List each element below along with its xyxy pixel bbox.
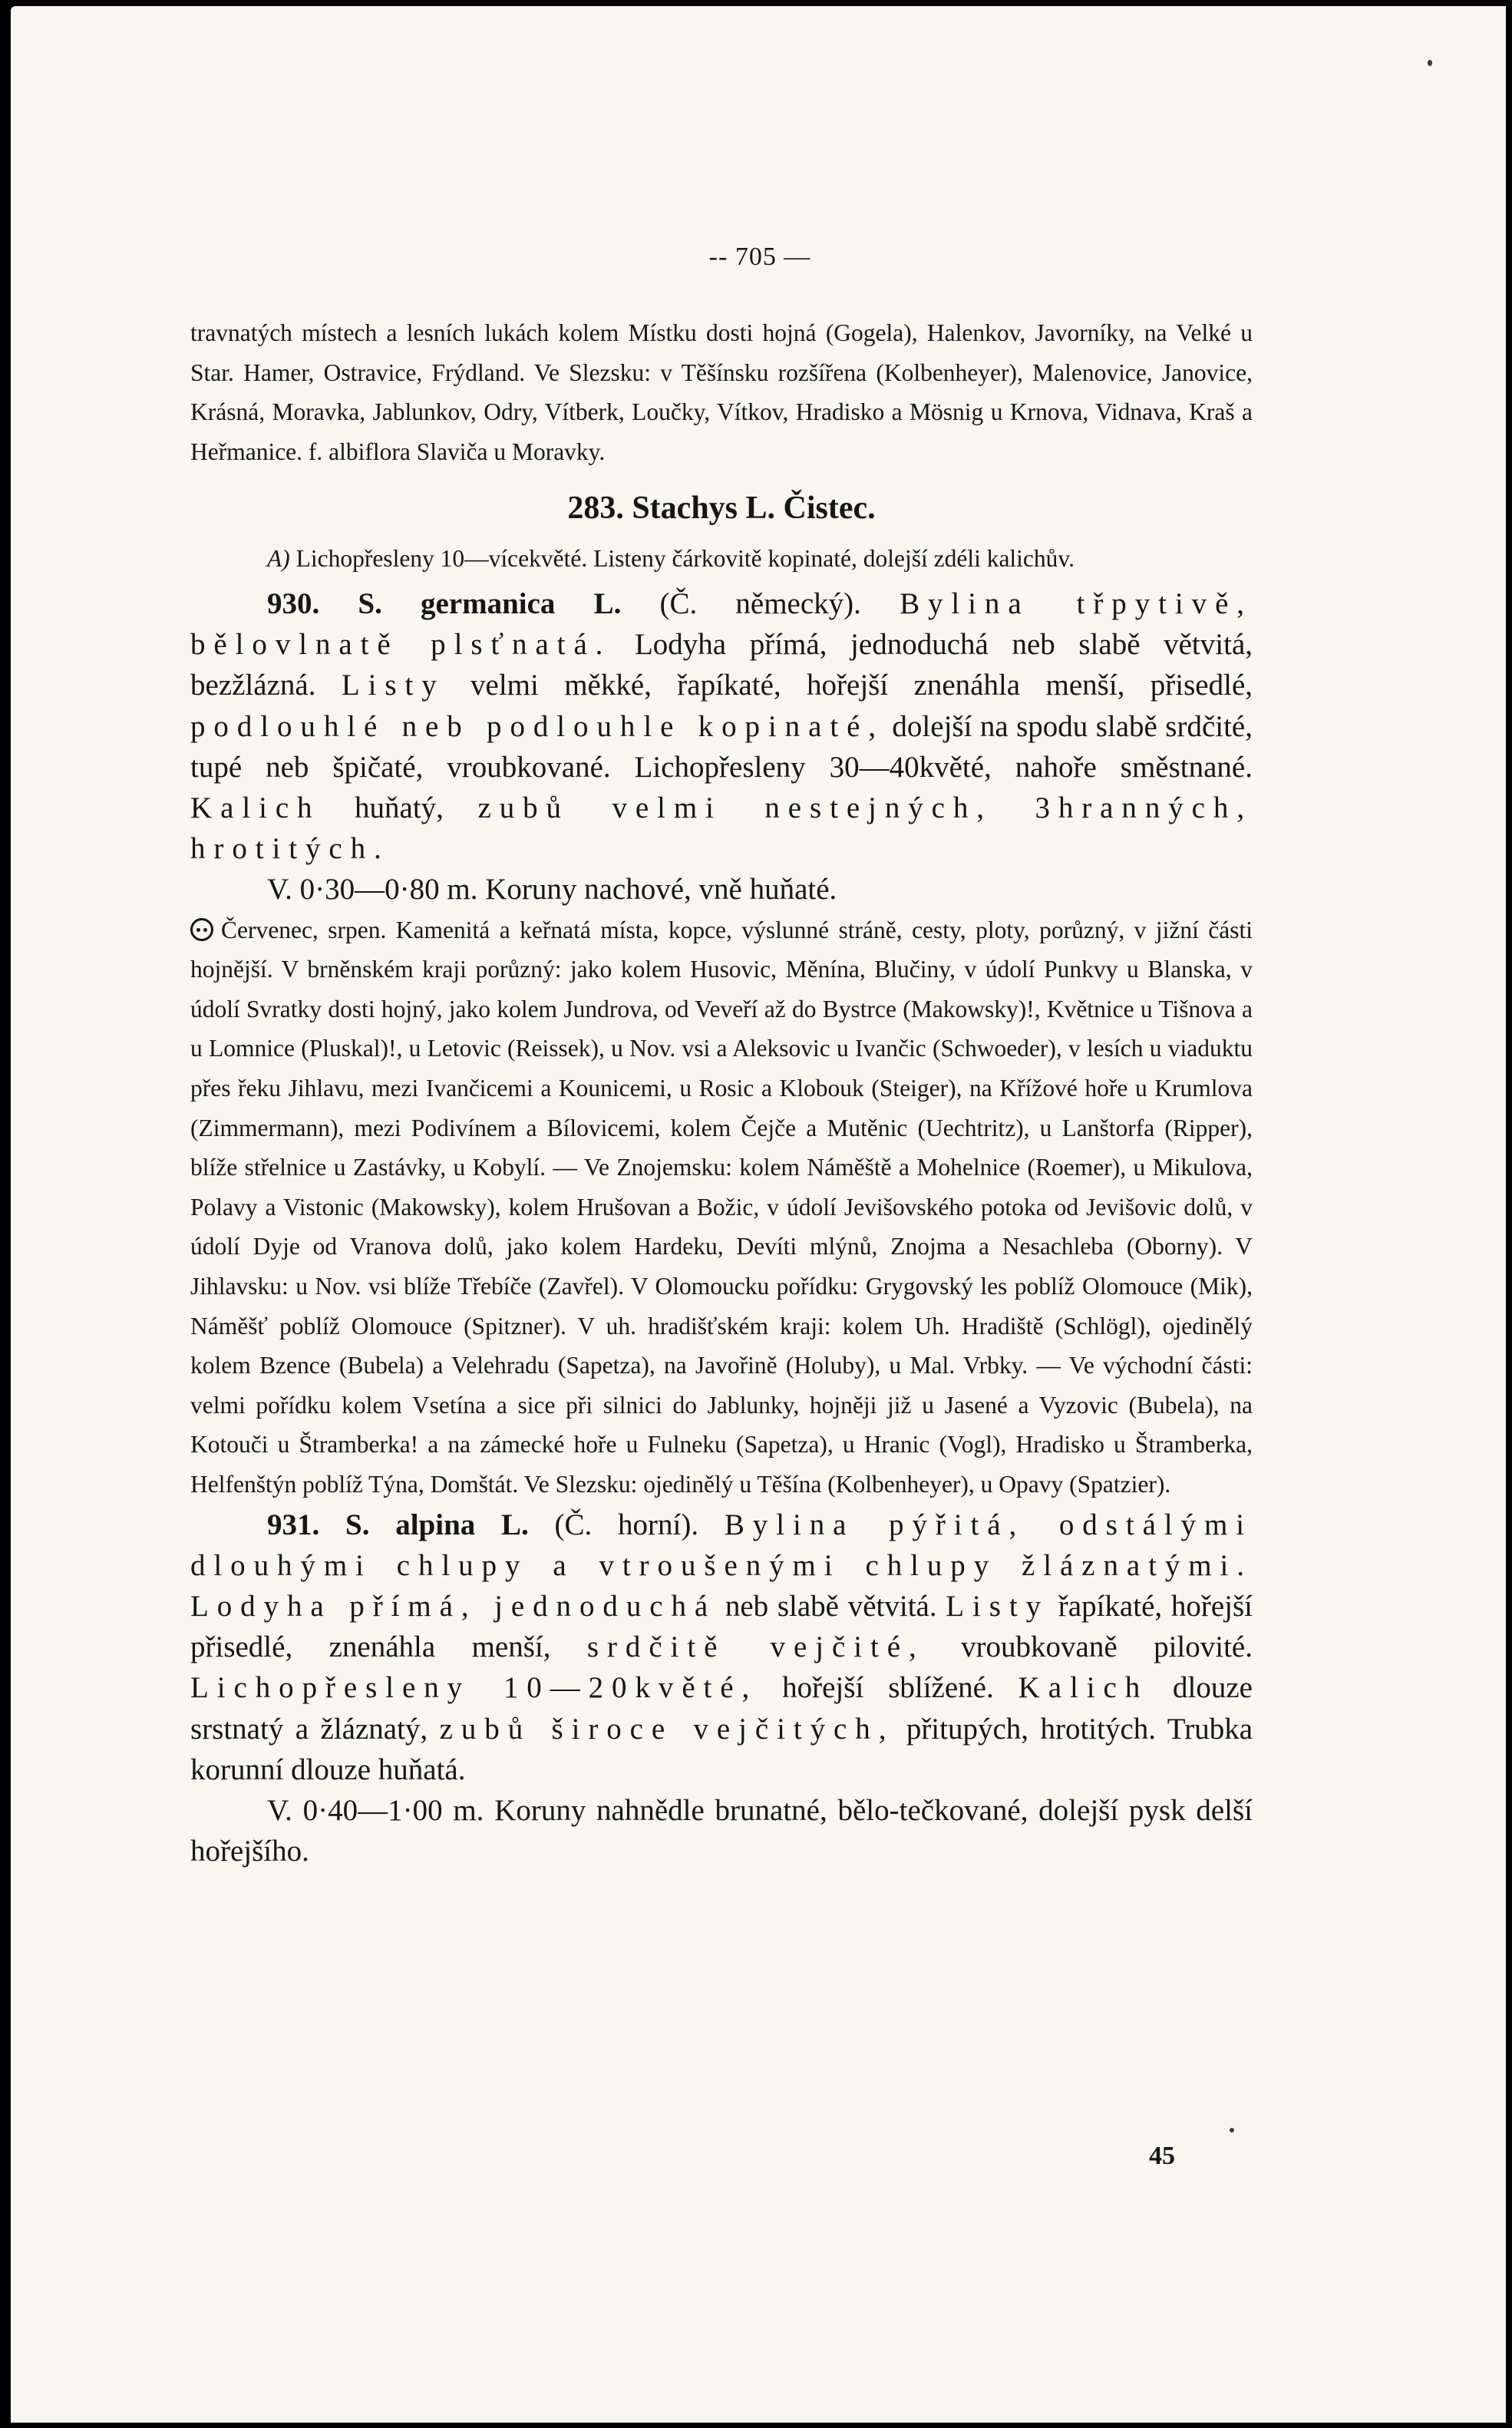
- species-930-spaced-2: Listy: [341, 669, 445, 702]
- species-931-spaced-3: srdčitě vejčité,: [586, 1630, 925, 1664]
- species-930-text-1: Lodyha přímá, jednoduchá neb slabě větvitá, bezžlázná.: [190, 628, 1253, 702]
- species-931-heading: 931. S. alpina L.: [267, 1508, 529, 1541]
- species-930-spaced-1: Bylina třpytivě, bělovlnatě plsťnatá.: [190, 586, 1253, 662]
- species-931-spaced-4: Lichopřesleny 10—20květé,: [190, 1671, 758, 1705]
- species-931-text-6: přitupých, hrotitých. Trubka korunní dlouze huňatá.: [190, 1712, 1253, 1786]
- species-930-distribution-text: Červenec, srpen. Kamenitá a keřnatá místa, kopce, výslunné stráně, cesty, ploty, porůzný, v jižní části hojnější. V brněnském kraji porůzný: jako kolem Husovic, Měnína, Blučiny, v údolí Punkvy u Blanska, v údolí Svratky dosti hojný, jako kolem Jundrova, od Veveří až do Bystrce (Makowsky)!, Květnice u Tišnova a u Lomnice (Pluskal)!, u Letovic (Reissek), u Nov. vsi a Aleksovic u Ivančic (Schwoeder), v lesích u viaduktu přes řeku Jihlavu, mezi Ivančicemi a Kounicemi, u Rosic a Klobouk (Steiger), na Křížové hoře u Krumlova (Zimmermann), mezi Podivínem a Bílovicemi, kolem Čejče a Mutěnic (Uechtritz), u Lanštorfa (Ripper), blíže střelnice u Zastávky, u Kobylí. — Ve Znojemsku: kolem Náměště a Mohelnice (Roemer), u Mikulova, Polavy a Vistonic (Makowsky), kolem Hrušovan a Božic, v údolí Jevišovského potoka od Jevišovic dolů, v údolí Dyje od Vranova dolů, jako kolem Hardeku, Devíti mlýnů, Znojma a Nesachleba (Oborny). V Jihlavsku: u Nov. vsi blíže Třebíče (Zavřel). V Olomoucku pořídku: Grygovský les poblíž Olomouce (Mik), Náměšť poblíž Olomouce (Spitzner). V uh. hradišťském kraji: kolem Uh. Hradiště (Schlögl), ojedinělý kolem Bzence (Bubela) a Velehradu (Sapetza), na Javořině (Holuby), u Mal. Vrbky. — Ve východní části: velmi pořídku kolem Vsetína a sice při silnici do Jablunky, hojněji již u Jasené a Vyzovic (Bubela), na Kotouči u Štramberka! a na zámecké hoře u Fulneku (Sapetza), u Hranic (Vogl), Hradisko u Štramberka, Helfenštýn poblíž Týna, Domštát. Ve Slezsku: ojedinělý u Těšína (Kolbenheyer), u Opavy (Spatzier).: [190, 916, 1253, 1498]
- species-931-spaced-5: Kalich: [1018, 1671, 1149, 1705]
- genus-heading: 283. Stachys L. Čistec.: [567, 491, 876, 527]
- species-930-size: V. 0·30—0·80 m. Koruny nachové, vně huňaté.: [267, 873, 837, 907]
- species-931-text-4: hořejší sblížené.: [758, 1671, 1018, 1705]
- species-930-distribution: [190, 910, 1253, 1505]
- key-text: Lichopřesleny 10—vícekvěté. Listeny čárkovitě kopinaté, dolejší zdéli kalichův.: [289, 545, 1075, 573]
- species-930-spaced-5: zubů velmi nestejných, 3hranných, hrotitých.: [190, 791, 1253, 866]
- species-931-size: V. 0·40—1·00 m. Koruny nahnědle brunatné, bělo-tečkované, dolejší pysk delší hořejšího.: [190, 1793, 1253, 1868]
- scan-speck: [1428, 60, 1432, 66]
- species-931-text-2: řapíkaté, hořejší přisedlé, znenáhla menší,: [190, 1589, 1253, 1664]
- perennial-symbol-icon: [190, 918, 213, 941]
- species-930-czech-name: (Č. německý).: [621, 586, 900, 620]
- page-body: [190, 313, 1253, 1871]
- key-paragraph: [190, 539, 1253, 579]
- species-931-text-1: neb slabě větvitá.: [716, 1589, 946, 1623]
- species-930-spaced-3: podlouhlé neb podlouhle kopinaté,: [190, 709, 884, 743]
- signature-mark: 45: [1149, 2142, 1175, 2170]
- species-930-text-4: huňatý,: [320, 791, 478, 824]
- species-930-description: [190, 583, 1253, 869]
- species-931-spaced-1: Bylina pýřitá, odstálými dlouhými chlupy a vtroušenými chlupy žláznatými. Lodyha přímá, jednoduchá: [190, 1508, 1253, 1623]
- continuation-paragraph: travnatých místech a lesních lukách kolem Místku dosti hojná (Gogela), Halenkov, Javorníky, na Velké u Star. Hamer, Ostravice, Frýdland. Ve Slezsku: v Těšínsku rozšířena (Kolbenheyer), Malenovice, Janovice, Krásná, Moravka, Jablunkov, Odry, Vítberk, Loučky, Vítkov, Hradisko a Mösnig u Krnova, Vidnava, Kraš a Heřmanice. f. albiflora Slaviča u Moravky.: [190, 319, 1253, 465]
- species-930-text-3: dolejší na spodu slabě srdčité, tupé neb špičaté, vroubkované. Lichopřesleny 30—40květé, nahoře směstnané.: [190, 709, 1253, 784]
- species-930-text-2: velmi měkké, řapíkaté, hořejší znenáhla menší, přisedlé,: [444, 669, 1253, 702]
- species-931-description: [190, 1505, 1253, 1790]
- page-number: -- 705 —: [708, 243, 811, 271]
- scan-edge: [0, 0, 11, 2428]
- species-931-spaced-6: zubů široce vejčitých,: [439, 1712, 895, 1746]
- species-931-text-5: dlouze srstnatý a žláznatý,: [190, 1671, 1253, 1746]
- species-930-heading: 930. S. germanica L.: [267, 586, 622, 620]
- species-931-text-3: vroubkovaně pilovité.: [924, 1630, 1253, 1664]
- species-931-czech-name: (Č. horní).: [528, 1508, 725, 1541]
- species-931-spaced-2: Listy: [946, 1589, 1050, 1623]
- species-930-spaced-4: Kalich: [190, 791, 321, 824]
- scan-speck: [1230, 2128, 1234, 2132]
- key-label: A): [267, 545, 290, 573]
